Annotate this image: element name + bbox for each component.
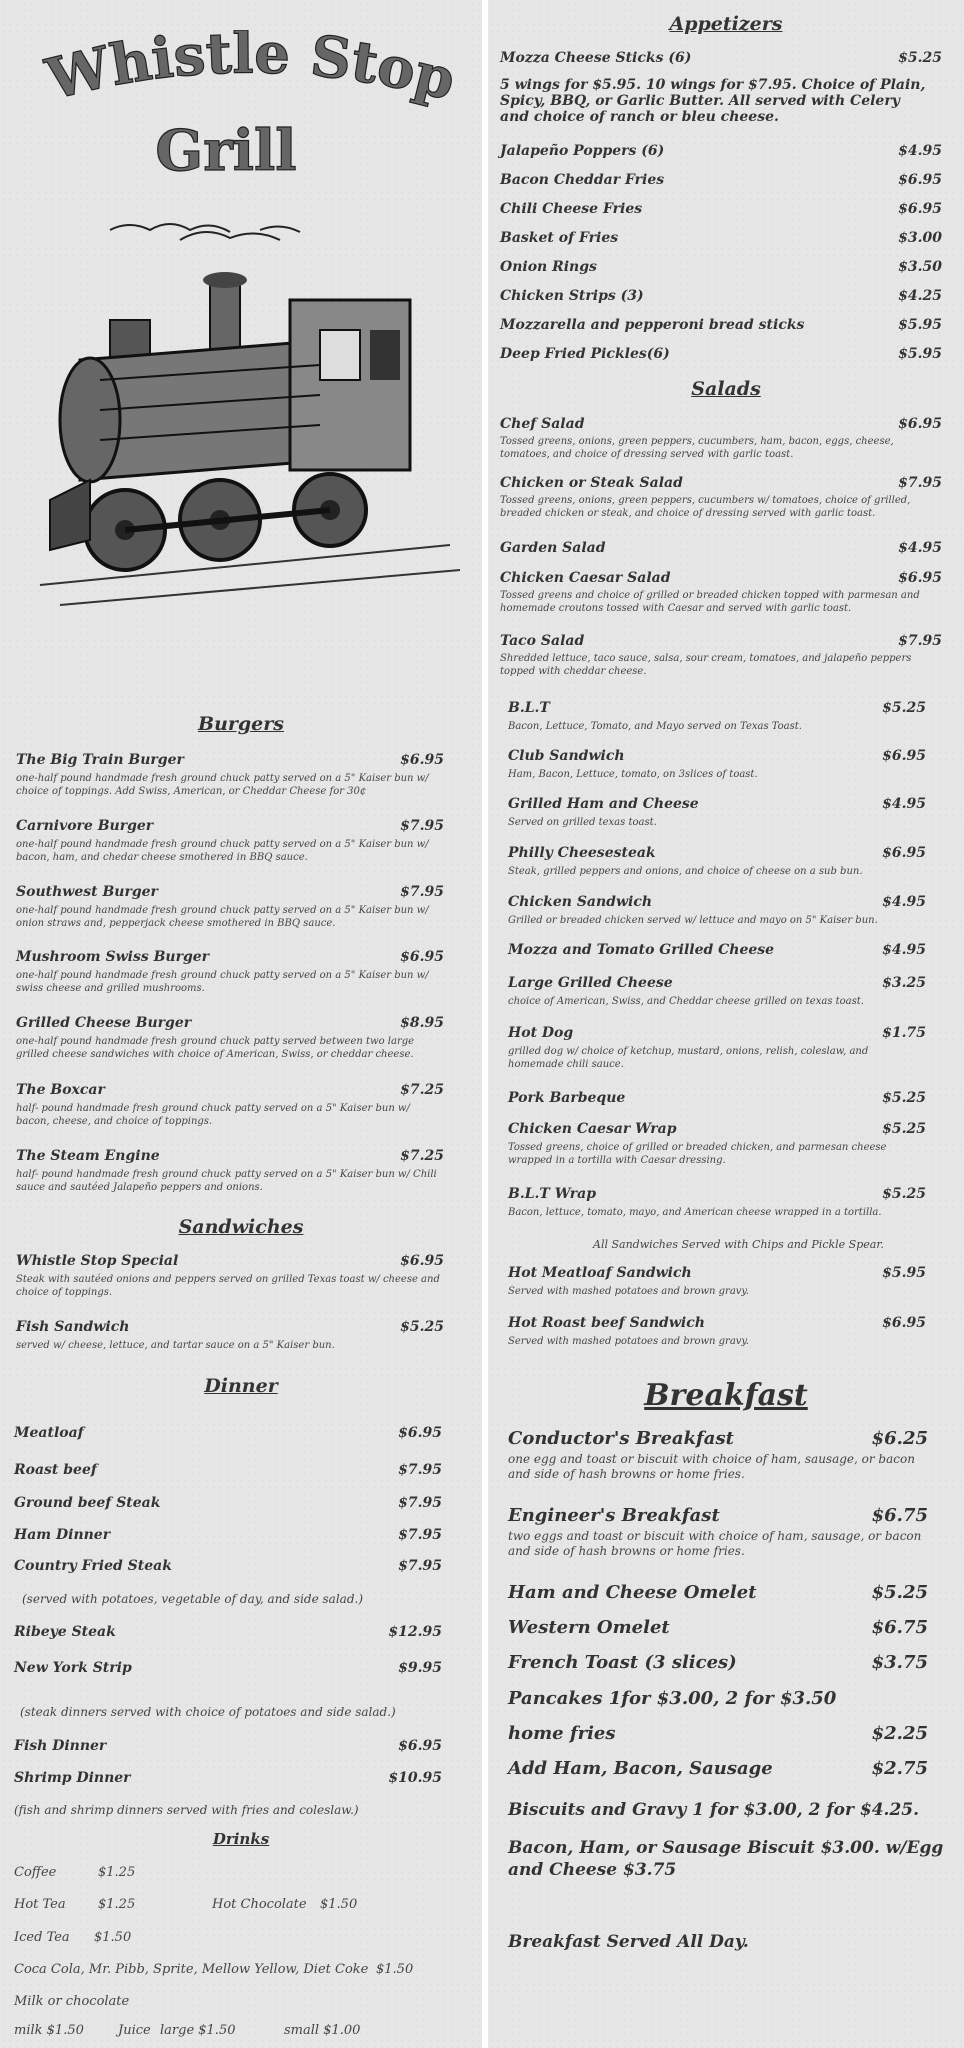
appetizer-item-name: Basket of Fries — [500, 230, 619, 246]
appetizer-item-price: $5.25 — [898, 50, 942, 66]
breakfast-item-price: $2.75 — [871, 1758, 928, 1779]
breakfast-item-name: French Toast (3 slices) — [508, 1652, 737, 1673]
breakfast-item-price: $6.75 — [871, 1617, 928, 1638]
burger-item-description: one-half pound handmade fresh ground chuck patty served on a 5" Kaiser bun w/ onion straws and, pepperjack cheese smothered in BBQ sauce. — [16, 905, 429, 929]
dinner-heading: Dinner — [204, 1375, 278, 1397]
dinner-item-price: $9.95 — [398, 1660, 442, 1676]
drink-coffee-price: $1.25 — [98, 1865, 136, 1880]
burger-item-description: one-half pound handmade fresh ground chuck patty served on a 5" Kaiser bun w/ choice of toppings. Add Swiss, American, or Cheddar Cheese for 30¢ — [16, 773, 429, 797]
burger-item-name: The Steam Engine — [16, 1148, 160, 1164]
sandwich-item-description: Ham, Bacon, Lettuce, tomato, on 3slices of toast. — [508, 769, 758, 780]
dinner-item-name: Shrimp Dinner — [14, 1770, 131, 1786]
hot-sandwich-item-name: Hot Meatloaf Sandwich — [508, 1265, 692, 1281]
dinner-item-name: Country Fried Steak — [14, 1558, 172, 1574]
sandwich-item-description: Steak with sautéed onions and peppers served on grilled Texas toast w/ cheese and choice of toppings. — [16, 1274, 440, 1298]
sandwich-item-price: $4.95 — [882, 796, 926, 812]
sandwich-item-description: Bacon, Lettuce, Tomato, and Mayo served on Texas Toast. — [508, 721, 802, 732]
salad-item-description: Tossed greens, onions, green peppers, cucumbers, ham, bacon, eggs, cheese, tomatoes, and choice of dressing served with garlic toast. — [500, 436, 894, 460]
dinner-item-name: Fish Dinner — [14, 1738, 107, 1754]
appetizer-item-price: $5.95 — [898, 317, 942, 333]
drink-milk: Milk or chocolate — [14, 1994, 130, 2009]
svg-text:Whistle Stop — [40, 30, 462, 114]
dinner-item-price: $7.95 — [398, 1462, 442, 1478]
salad-item-price: $7.95 — [898, 633, 942, 649]
sandwich-item-description: Grilled or breaded chicken served w/ lettuce and mayo on 5" Kaiser bun. — [508, 915, 878, 926]
drink-hot-tea: Hot Tea — [14, 1897, 66, 1912]
sandwich-item-price: $5.25 — [400, 1319, 444, 1335]
hot-sandwich-item-price: $5.95 — [882, 1265, 926, 1281]
sandwich-item-description: grilled dog w/ choice of ketchup, mustard, onions, relish, coleslaw, and homemade chili sauce. — [508, 1046, 869, 1070]
breakfast-item-price: $6.75 — [871, 1505, 928, 1526]
burger-item-description: one-half pound handmade fresh ground chuck patty served between two large grilled cheese sandwiches with choice of American, Swiss, or cheddar cheese. — [16, 1036, 415, 1060]
breakfast-item-name: Pancakes 1for $3.00, 2 for $3.50 — [508, 1688, 837, 1709]
salad-item-price: $4.95 — [898, 540, 942, 556]
train-illustration — [30, 210, 460, 620]
burger-item-description: one-half pound handmade fresh ground chuck patty served on a 5" Kaiser bun w/ bacon, ham, and chedar cheese smothered in BBQ sauce. — [16, 839, 429, 863]
sandwich-item-description: served w/ cheese, lettuce, and tartar sauce on a 5" Kaiser bun. — [16, 1340, 335, 1351]
biscuit-line-2: and Cheese $3.75 — [508, 1860, 677, 1880]
drink-iced-tea: Iced Tea — [14, 1930, 70, 1945]
dinner-item-name: Ham Dinner — [14, 1527, 111, 1543]
appetizer-item-name: Chicken Strips (3) — [500, 288, 644, 304]
sandwiches-note: All Sandwiches Served with Chips and Pickle Spear. — [593, 1238, 884, 1251]
sandwich-item-price: $5.25 — [882, 700, 926, 716]
dinner-note-1: (served with potatoes, vegetable of day, and side salad.) — [22, 1592, 364, 1606]
breakfast-item-name: Western Omelet — [508, 1617, 670, 1638]
appetizer-item-name: Mozzarella and pepperoni bread sticks — [500, 317, 805, 333]
sandwich-item-price: $3.25 — [882, 975, 926, 991]
appetizer-item-name: Onion Rings — [500, 259, 597, 275]
appetizer-item-name: 5 wings for $5.95. 10 wings for $7.95. Choice of Plain, Spicy, BBQ, or Garlic Butter. All served with Celery and choice of ranch or bleu cheese. — [500, 77, 926, 125]
appetizer-item-price: $3.50 — [898, 259, 942, 275]
salad-item-price: $6.95 — [898, 416, 942, 432]
appetizers-heading: Appetizers — [669, 13, 783, 35]
drink-juice: Juice — [118, 2023, 151, 2038]
drink-milk-price: milk $1.50 — [14, 2023, 84, 2038]
burger-item-name: The Boxcar — [16, 1082, 105, 1098]
breakfast-item-description: two eggs and toast or biscuit with choice of ham, sausage, or bacon and side of hash browns or home fries. — [508, 1529, 922, 1558]
appetizer-item-price: $4.95 — [898, 143, 942, 159]
title-line2: Grill — [155, 118, 297, 180]
menu-right-column — [488, 0, 964, 2048]
burger-item-price: $8.95 — [400, 1015, 444, 1031]
salad-item-name: Garden Salad — [500, 540, 606, 556]
breakfast-item-price: $3.75 — [871, 1652, 928, 1673]
appetizer-item-price: $6.95 — [898, 201, 942, 217]
drink-sodas: Coca Cola, Mr. Pibb, Sprite, Mellow Yellow, Diet Coke — [14, 1962, 369, 1977]
breakfast-item-price: $2.25 — [871, 1723, 928, 1744]
breakfast-item-name: Conductor's Breakfast — [508, 1428, 734, 1449]
salad-item-description: Shredded lettuce, taco sauce, salsa, sour cream, tomatoes, and jalapeño peppers topped with cheddar cheese. — [500, 653, 912, 677]
dinner-item-name: Meatloaf — [14, 1425, 84, 1441]
salad-item-price: $6.95 — [898, 570, 942, 586]
breakfast-heading: Breakfast — [644, 1378, 808, 1413]
sandwich-item-price: $4.95 — [882, 942, 926, 958]
appetizer-item-name: Jalapeño Poppers (6) — [500, 143, 665, 159]
burgers-heading: Burgers — [198, 713, 284, 735]
sandwich-item-description: Tossed greens, choice of grilled or breaded chicken, and parmesan cheese wrapped in a tortilla with Caesar dressing. — [508, 1142, 887, 1166]
burger-item-description: half- pound handmade fresh ground chuck patty served on a 5" Kaiser bun w/ Chili sauce and sautéed Jalapeño peppers and onions. — [16, 1169, 437, 1193]
drinks-heading: Drinks — [212, 1830, 270, 1848]
dinner-item-price: $12.95 — [388, 1624, 442, 1640]
sandwich-item-price: $5.25 — [882, 1186, 926, 1202]
burger-item-price: $7.25 — [400, 1148, 444, 1164]
breakfast-item-price: $5.25 — [871, 1582, 928, 1603]
dinner-item-name: New York Strip — [14, 1660, 132, 1676]
burger-item-name: Mushroom Swiss Burger — [16, 949, 210, 965]
burger-item-price: $6.95 — [400, 949, 444, 965]
breakfast-item-name: home fries — [508, 1723, 616, 1744]
salad-item-price: $7.95 — [898, 475, 942, 491]
sandwich-item-name: Chicken Caesar Wrap — [508, 1121, 677, 1137]
salads-heading: Salads — [691, 378, 761, 400]
biscuit-line-1: Bacon, Ham, or Sausage Biscuit $3.00. w/Egg — [508, 1838, 944, 1858]
dinner-note-3: (fish and shrimp dinners served with fries and coleslaw.) — [14, 1803, 359, 1817]
dinner-item-price: $7.95 — [398, 1558, 442, 1574]
sandwich-item-name: Fish Sandwich — [16, 1319, 130, 1335]
drink-hot-tea-price: $1.25 — [98, 1897, 136, 1912]
breakfast-item-name: Ham and Cheese Omelet — [508, 1582, 757, 1603]
drink-hot-chocolate: Hot Chocolate — [212, 1897, 307, 1912]
burger-item-price: $7.95 — [400, 884, 444, 900]
sandwich-item-name: Hot Dog — [508, 1025, 574, 1041]
appetizer-item-name: Deep Fried Pickles(6) — [500, 346, 670, 362]
appetizer-item-price: $4.25 — [898, 288, 942, 304]
sandwich-item-price: $4.95 — [882, 894, 926, 910]
appetizer-item-price: $5.95 — [898, 346, 942, 362]
hot-sandwich-item-name: Hot Roast beef Sandwich — [508, 1315, 705, 1331]
appetizer-item-name: Bacon Cheddar Fries — [500, 172, 665, 188]
breakfast-item-description: one egg and toast or biscuit with choice of ham, sausage, or bacon and side of hash browns or home fries. — [508, 1452, 915, 1481]
sandwich-item-description: Bacon, lettuce, tomato, mayo, and American cheese wrapped in a tortilla. — [508, 1207, 882, 1218]
sandwich-item-name: Whistle Stop Special — [16, 1253, 179, 1269]
dinner-item-name: Roast beef — [14, 1462, 97, 1478]
drink-iced-tea-price: $1.50 — [94, 1930, 132, 1945]
drink-hot-chocolate-price: $1.50 — [320, 1897, 358, 1912]
sandwich-item-price: $6.95 — [882, 845, 926, 861]
appetizer-item-price: $3.00 — [898, 230, 942, 246]
burger-item-description: half- pound handmade fresh ground chuck patty served on a 5" Kaiser bun w/ bacon, cheese, and choice of toppings. — [16, 1103, 410, 1127]
dinner-item-name: Ground beef Steak — [14, 1495, 161, 1511]
sandwich-item-price: $1.75 — [882, 1025, 926, 1041]
sandwich-item-name: Philly Cheesesteak — [508, 845, 656, 861]
breakfast-item-price: $6.25 — [871, 1428, 928, 1449]
burger-item-name: Carnivore Burger — [16, 818, 154, 834]
sandwich-item-name: Chicken Sandwich — [508, 894, 653, 910]
sandwich-item-name: Grilled Ham and Cheese — [508, 796, 699, 812]
sandwich-item-description: choice of American, Swiss, and Cheddar cheese grilled on texas toast. — [508, 996, 864, 1007]
appetizer-item-name: Mozza Cheese Sticks (6) — [500, 50, 692, 66]
sandwich-item-name: B.L.T Wrap — [508, 1186, 597, 1202]
sandwich-item-name: B.L.T — [508, 700, 550, 716]
dinner-item-price: $6.95 — [398, 1425, 442, 1441]
sandwich-item-price: $6.95 — [400, 1253, 444, 1269]
drink-sodas-price: $1.50 — [376, 1962, 414, 1977]
sandwich-item-description: Served on grilled texas toast. — [508, 817, 657, 828]
dinner-item-price: $10.95 — [388, 1770, 442, 1786]
salad-item-name: Chicken or Steak Salad — [500, 475, 683, 491]
breakfast-item-name: Add Ham, Bacon, Sausage — [508, 1758, 773, 1779]
breakfast-item-name: Engineer's Breakfast — [508, 1505, 720, 1526]
salad-item-description: Tossed greens and choice of grilled or breaded chicken topped with parmesan and homemade croutons tossed with Caesar and served with garlic toast. — [500, 590, 920, 614]
hot-sandwich-item-price: $6.95 — [882, 1315, 926, 1331]
burger-item-name: The Big Train Burger — [16, 752, 184, 768]
hot-sandwich-item-description: Served with mashed potatoes and brown gravy. — [508, 1286, 749, 1297]
salad-item-name: Chef Salad — [500, 416, 585, 432]
sandwich-item-price: $6.95 — [882, 748, 926, 764]
burger-item-price: $7.25 — [400, 1082, 444, 1098]
salad-item-name: Taco Salad — [500, 633, 585, 649]
appetizer-item-name: Chili Cheese Fries — [500, 201, 643, 217]
sandwich-item-description: Steak, grilled peppers and onions, and choice of cheese on a sub bun. — [508, 866, 863, 877]
dinner-item-price: $6.95 — [398, 1738, 442, 1754]
salad-item-name: Chicken Caesar Salad — [500, 570, 671, 586]
dinner-item-price: $7.95 — [398, 1527, 442, 1543]
dinner-note-2: (steak dinners served with choice of potatoes and side salad.) — [20, 1705, 396, 1719]
sandwich-item-name: Large Grilled Cheese — [508, 975, 673, 991]
sandwich-item-name: Pork Barbeque — [508, 1090, 626, 1106]
burger-item-price: $6.95 — [400, 752, 444, 768]
burger-item-description: one-half pound handmade fresh ground chuck patty served on a 5" Kaiser bun w/ swiss cheese and grilled mushrooms. — [16, 970, 429, 994]
salad-item-description: Tossed greens, onions, green peppers, cucumbers w/ tomatoes, choice of grilled, breaded chicken or steak, and choice of dressing served with garlic toast. — [500, 495, 911, 519]
drink-juice-small: small $1.00 — [284, 2023, 361, 2038]
sandwiches-heading: Sandwiches — [178, 1216, 304, 1238]
sandwich-item-price: $5.25 — [882, 1121, 926, 1137]
breakfast-served-note: Breakfast Served All Day. — [508, 1932, 749, 1952]
title-line1: Whistle Stop — [40, 30, 462, 114]
hot-sandwich-item-description: Served with mashed potatoes and brown gravy. — [508, 1336, 749, 1347]
dinner-item-price: $7.95 — [398, 1495, 442, 1511]
sandwich-item-name: Club Sandwich — [508, 748, 625, 764]
biscuits-gravy: Biscuits and Gravy 1 for $3.00, 2 for $4.25. — [508, 1800, 920, 1820]
sandwich-item-name: Mozza and Tomato Grilled Cheese — [508, 942, 775, 958]
burger-item-name: Grilled Cheese Burger — [16, 1015, 192, 1031]
restaurant-title — [16, 30, 476, 180]
dinner-item-name: Ribeye Steak — [14, 1624, 116, 1640]
drink-juice-large: large $1.50 — [160, 2023, 236, 2038]
appetizer-item-price: $6.95 — [898, 172, 942, 188]
sandwich-item-price: $5.25 — [882, 1090, 926, 1106]
burger-item-price: $7.95 — [400, 818, 444, 834]
drink-coffee: Coffee — [14, 1865, 57, 1880]
burger-item-name: Southwest Burger — [16, 884, 158, 900]
